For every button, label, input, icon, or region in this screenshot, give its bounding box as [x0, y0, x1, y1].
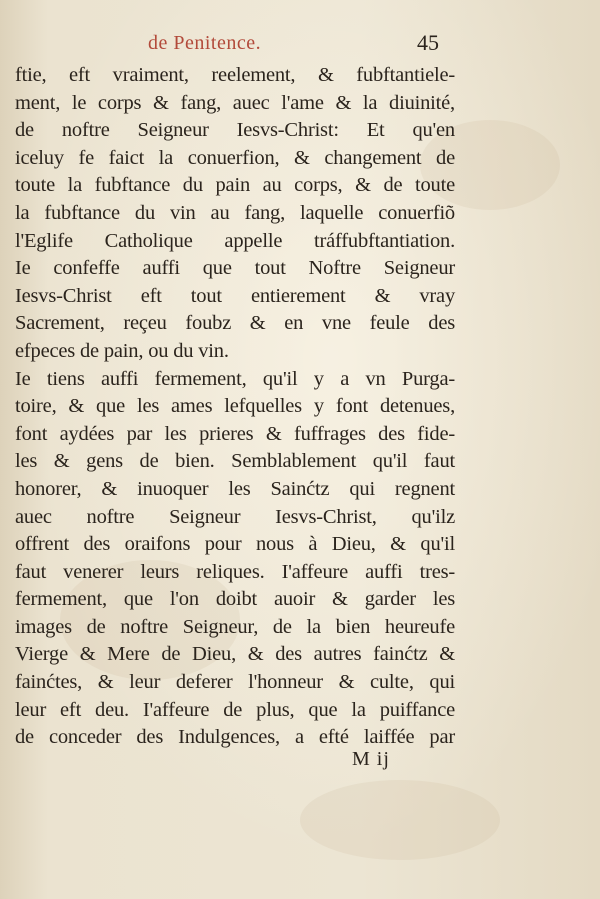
text-line: font aydées par les prieres & fuffrages des fide-: [15, 422, 455, 445]
text-line: honorer, & inuoquer les Sainćtz qui regnent: [15, 477, 455, 500]
text-line: leur eft deu. I'affeure de plus, que la puiffance: [15, 698, 455, 721]
text-line: de conceder des Indulgences, a efté laiffée par: [15, 726, 455, 749]
page-header: [0, 30, 600, 62]
body-text: [15, 62, 455, 752]
running-title: de Penitence.: [148, 32, 262, 54]
text-line: ment, le corps & fang, auec l'ame & la diuinité,: [15, 91, 455, 114]
text-line: Ie confeffe auffi que tout Noftre Seigneur: [15, 257, 455, 280]
text-line: toute la fubftance du pain au corps, & de toute: [15, 174, 455, 197]
text-line: offrent des oraifons pour nous à Dieu, & qu'il: [15, 533, 455, 556]
text-line: l'Eglife Catholique appelle tráffubftantiation.: [15, 229, 455, 252]
text-line: fainćtes, & leur deferer l'honneur & culte, qui: [15, 671, 455, 694]
text-line: de noftre Seigneur Iesvs-Christ: Et qu'en: [15, 119, 455, 142]
paper-stain: [300, 780, 500, 860]
text-line: toire, & que les ames lefquelles y font detenues,: [15, 395, 455, 418]
page-footer: [0, 748, 600, 778]
text-line: les & gens de bien. Semblablement qu'il faut: [15, 450, 455, 473]
text-line: images de noftre Seigneur, de la bien heureufe: [15, 615, 455, 638]
text-line: fermement, que l'on doibt auoir & garder les: [15, 588, 455, 611]
text-line: Vierge & Mere de Dieu, & des autres fainćtz &: [15, 643, 455, 666]
text-line: faut venerer leurs reliques. I'affeure auffi tres-: [15, 560, 455, 583]
text-line: ftie, eft vraiment, reelement, & fubftantiele-: [15, 64, 455, 86]
text-line: auec noftre Seigneur Iesvs-Christ, qu'ilz: [15, 505, 455, 528]
signature-mark: M ij: [352, 748, 390, 770]
text-line: la fubftance du vin au fang, laquelle conuerfiõ: [15, 201, 455, 224]
page-number: 45: [417, 30, 439, 55]
text-line: Sacrement, reçeu foubz & en vne feule des: [15, 312, 455, 335]
text-line: Ie tiens auffi fermement, qu'il y a vn Purga-: [15, 367, 455, 390]
text-line: efpeces de pain, ou du vin.: [15, 339, 229, 362]
text-line: iceluy fe faict la conuerfion, & changement de: [15, 146, 455, 169]
text-line: Iesvs-Christ eft tout entierement & vray: [15, 284, 455, 307]
